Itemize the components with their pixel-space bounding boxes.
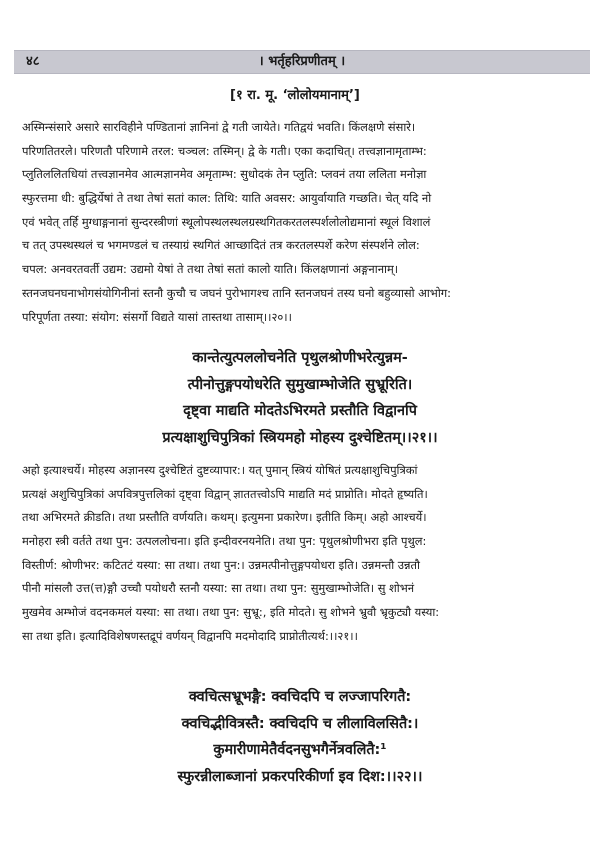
verse-22 — [0, 684, 600, 790]
page-number: ४८ — [26, 54, 40, 69]
commentary-line: च तत् उपस्थस्थलं च भगमण्डलं च तस्याग्रं स्थगितं आच्छादितं तत्र करतलस्पर्शे करेण संस्पर्शने लोल: — [22, 238, 420, 253]
commentary-line: स्फुरत्तमा धी: बुद्धिर्येषां ते तथा तेषां सतां काल: तिथि: याति अवसर: आयुर्वायाति गच्छति। चेत् यदि नो — [22, 191, 432, 206]
section-heading: [१ रा. मू. ‘लोलोयमानाम्’] — [230, 88, 360, 103]
verse-line: प्रत्यक्षाशुचिपुत्रिकां स्त्रियमहो मोहस्य दुश्चेष्टितम्।।२१।। — [162, 429, 438, 446]
commentary-line: परिपूर्णता तस्या: संयोग: संसर्गो विद्यते यासां तास्तथा तासाम्।।२०।। — [22, 309, 292, 324]
verse-line: स्फुरन्नीलाब्जानां प्रकरपरिकीर्णा इव दिश:।।२२।। — [177, 768, 423, 785]
commentary-line: तथा अभिरमते क्रीडति। तथा प्रस्तौति वर्णयति। कथम्। इत्युमना प्रकारेण। इतीति किम्। अहो आश्चर्ये। — [22, 510, 427, 525]
commentary-verse-20 — [22, 116, 582, 329]
commentary-line: चपल: अनवरतवर्ती उद्यम: उद्यमो येषां ते तथा तेषां सतां कालो याति। किंलक्षणानां अङ्गनानाम्। — [22, 262, 399, 277]
running-title: । भर्तृहरिप्रणीतम् । — [258, 54, 346, 69]
commentary-line: पीनौ मांसलौ उत्त(त्त)ङ्गौ उच्चौ पयोधरौ स्तनौ यस्या: सा तथा। तथा पुन: सुमुखाम्भोजेति। सु शोभनं — [22, 581, 415, 596]
commentary-line: प्लुतिललितधियां तत्त्वज्ञानमेव आत्मज्ञानमेव अमृताम्भ: सुधोदकं तेन प्लुति: प्लवनं तया ललिता मनोज्ञा — [22, 167, 427, 182]
commentary-line: स्तनजघनघनाभोगसंयोगिनीनां स्तनौ कुचौ च जघनं पुरोभागश्च तानि स्तनजघनं तस्य घनो बहुव्यासो आभोग: — [22, 285, 452, 300]
commentary-line: परिणतितरले। परिणतौ परिणामे तरल: चञ्चल: तस्मिन्। द्वे के गती। एका कदाचित्। तत्त्वज्ञानामृताम्भ: — [22, 143, 427, 158]
commentary-line: अहो इत्याश्चर्ये। मोहस्य अज्ञानस्य दुश्चेष्टितं दुष्टव्यापार:। यत् पुमान् स्त्रियं योषितं प्रत्यक्षाशुचिपुत्रिकां — [22, 463, 418, 477]
commentary-line: सा तथा इति। इत्यादिविशेषणस्तद्रूपं वर्णयन् विद्वानपि मदमोदादि प्राप्नोतीत्यर्थ:।।२१।। — [22, 628, 358, 643]
commentary-line: मनोहरा स्त्री वर्तते तथा पुन: उत्पललोचना। इति इन्दीवरनयनेति। तथा पुन: पृथुलश्रोणीभरा इति पृथुल: — [22, 534, 427, 549]
verse-line: क्वचित्सभ्रूभङ्गै: क्वचिदपि च लज्जापरिगतै: — [188, 689, 412, 705]
verse-line: त्पीनोत्तुङ्गपयोधरेति सुमुखाम्भोजेति सुभ्रूरिति। — [187, 376, 413, 393]
commentary-line: एवं भवेत् तर्हि मुग्धाङ्गनानां सुन्दरस्त्रीणां स्थूलोपस्थलस्थलग्रस्थगितकरतलस्पर्शलोलोद्यमानां स्थूलं विशालं — [22, 214, 431, 229]
verse-line: कुमारीणामेतैर्वदनसुभगैर्नेत्रवलितै:¹ — [213, 742, 387, 758]
commentary-verse-21 — [22, 459, 582, 649]
commentary-line: प्रत्यक्षं अशुचिपुत्रिकां अपवित्रपुत्तलिकां दृष्ट्वा विद्वान् ज्ञाततत्त्वोऽपि माद्यति मदं प्राप्नोति। मोदते हृष्यति। — [22, 486, 428, 501]
page-header — [14, 50, 590, 74]
verse-line: क्वचिद्भीवित्रस्तै: क्वचिदपि च लीलाविलसितै:। — [181, 715, 419, 732]
verse-21 — [0, 345, 600, 451]
commentary-line: अस्मिन्संसारे असारे सारविहीने पण्डितानां ज्ञानिनां द्वे गती जायेते। गतिद्वयं भवति। किंलक्षणे संसारे। — [22, 120, 416, 134]
commentary-line: विस्तीर्ण: श्रोणीभर: कटितटं यस्या: सा तथा। तथा पुन:। उन्नमत्पीनोत्तुङ्गपयोधरा इति। उन्नमन्तौ उन्नतौ — [22, 557, 420, 572]
verse-line: दृष्ट्वा माद्यति मोदतेऽभिरमते प्रस्तौति विद्वानपि — [183, 403, 417, 419]
verse-line: कान्तेत्युत्पललोचनेति पृथुलश्रोणीभरेत्युन्नम- — [192, 350, 408, 366]
commentary-line: मुखमेव अम्भोजं वदनकमलं यस्या: सा तथा। तथा पुन: सुभ्रू:, इति मोदते। सु शोभने भ्रुवौ भ्रृकुट्यौ यस्या: — [22, 605, 440, 620]
